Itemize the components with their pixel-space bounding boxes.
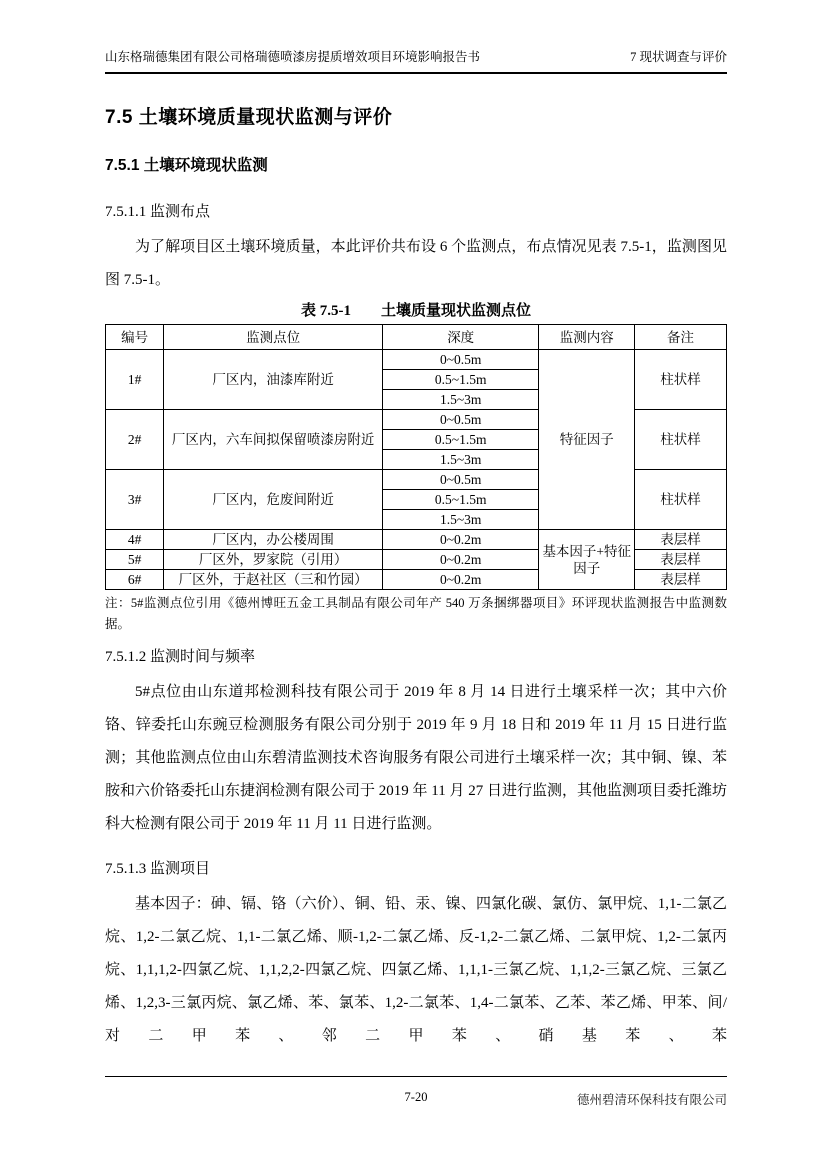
point-id: 3# [106,470,164,530]
point-depth: 1.5~3m [382,510,538,530]
point-remark: 柱状样 [635,350,727,410]
point-id: 6# [106,570,164,590]
paragraph-monitoring-schedule: 5#点位由山东道邦检测科技有限公司于 2019 年 8 月 14 日进行土壤采样一次；其中六价铬、锌委托山东豌豆检测服务有限公司分别于 2019 年 9 月 18 日和 2019 年 11 月 15 日进行监测；其他监测点位由山东碧清监测技术咨询服务有限公司进行土壤采样一次；其中铜、镍、苯胺和六价铬委托山东捷润检测有限公司于 2019 年 11 月 27 日进行监测，其他监测项目委托潍坊科大检测有限公司于 2019 年 11 月 11 日进行监测。 [105,684,727,832]
point-depth: 0.5~1.5m [382,490,538,510]
table-caption-title: 土壤质量现状监测点位 [380,303,531,319]
point-depth: 0.5~1.5m [382,370,538,390]
point-location: 厂区内，六车间拟保留喷漆房附近 [164,410,383,470]
table-caption [105,300,727,322]
point-depth: 0~0.2m [382,530,538,550]
point-id: 1# [106,350,164,410]
column-header-remark: 备注 [635,325,727,350]
column-header-id: 编号 [106,325,164,350]
header-document-title: 山东格瑞德集团有限公司格瑞德喷漆房提质增效项目环境影响报告书 [105,50,481,64]
point-depth: 1.5~3m [382,450,538,470]
table-row [106,350,727,370]
monitoring-content: 特征因子 [539,350,635,530]
point-location: 厂区内，办公楼周围 [164,530,383,550]
heading-7-5: 7.5 土壤环境质量现状监测与评价 [105,107,393,128]
heading-7-5-1-1: 7.5.1.1 监测布点 [105,204,211,220]
column-header-content: 监测内容 [539,325,635,350]
point-remark: 表层样 [635,570,727,590]
column-header-depth: 深度 [382,325,538,350]
point-remark: 柱状样 [635,410,727,470]
running-header [105,0,727,74]
point-location: 厂区内，油漆库附近 [164,350,383,410]
page-content [105,0,727,1053]
point-remark: 表层样 [635,550,727,570]
column-header-location: 监测点位 [164,325,383,350]
paragraph-monitoring-factors: 基本因子：砷、镉、铬（六价）、铜、铅、汞、镍、四氯化碳、氯仿、氯甲烷、1,1-二氯乙烷、1,2-二氯乙烷、1,1-二氯乙烯、顺-1,2-二氯乙烯、反-1,2-二氯乙烯、二氯甲烷、1,2-二氯丙烷、1,1,1,2-四氯乙烷、1,1,2,2-四氯乙烷、四氯乙烯、1,1,1-三氯乙烷、1,1,2-三氯乙烷、三氯乙烯、1,2,3-三氯丙烷、氯乙烯、苯、氯苯、1,2-二氯苯、1,4-二氯苯、乙苯、苯乙烯、甲苯、间/对二甲苯、邻二甲苯、硝基苯、苯 [105,896,727,1044]
header-chapter-title: 7 现状调查与评价 [630,50,727,64]
point-id: 5# [106,550,164,570]
point-location: 厂区内，危废间附近 [164,470,383,530]
footer-company-name: 德州碧清环保科技有限公司 [576,1093,727,1107]
point-depth: 0.5~1.5m [382,430,538,450]
point-remark: 表层样 [635,530,727,550]
heading-7-5-1-3: 7.5.1.3 监测项目 [105,861,211,877]
point-id: 2# [106,410,164,470]
page-number: 7-20 [404,1090,428,1104]
running-footer [105,1076,727,1108]
paragraph-monitoring-layout: 为了解项目区土壤环境质量，本此评价共布设 6 个监测点，布点情况见表 7.5-1，监测图见图 7.5-1。 [105,239,727,288]
point-depth: 1.5~3m [382,390,538,410]
point-depth: 0~0.2m [382,570,538,590]
point-depth: 0~0.2m [382,550,538,570]
monitoring-content: 基本因子+特征因子 [539,530,635,590]
point-location: 厂区外，罗家院（引用） [164,550,383,570]
table-caption-label: 表 7.5-1 [300,303,351,319]
monitoring-points-table [105,324,727,590]
table-row [106,530,727,550]
point-depth: 0~0.5m [382,350,538,370]
point-remark: 柱状样 [635,470,727,530]
point-id: 4# [106,530,164,550]
heading-7-5-1-2: 7.5.1.2 监测时间与频率 [105,649,256,665]
table-note: 注：5#监测点位引用《德州博旺五金工具制品有限公司年产 540 万条捆绑器项目》环评现状监测报告中监测数据。 [105,596,727,631]
heading-7-5-1: 7.5.1 土壤环境现状监测 [105,157,268,174]
table-header-row [106,325,727,350]
point-depth: 0~0.5m [382,410,538,430]
point-location: 厂区外，于赵社区（三和竹园） [164,570,383,590]
point-depth: 0~0.5m [382,470,538,490]
